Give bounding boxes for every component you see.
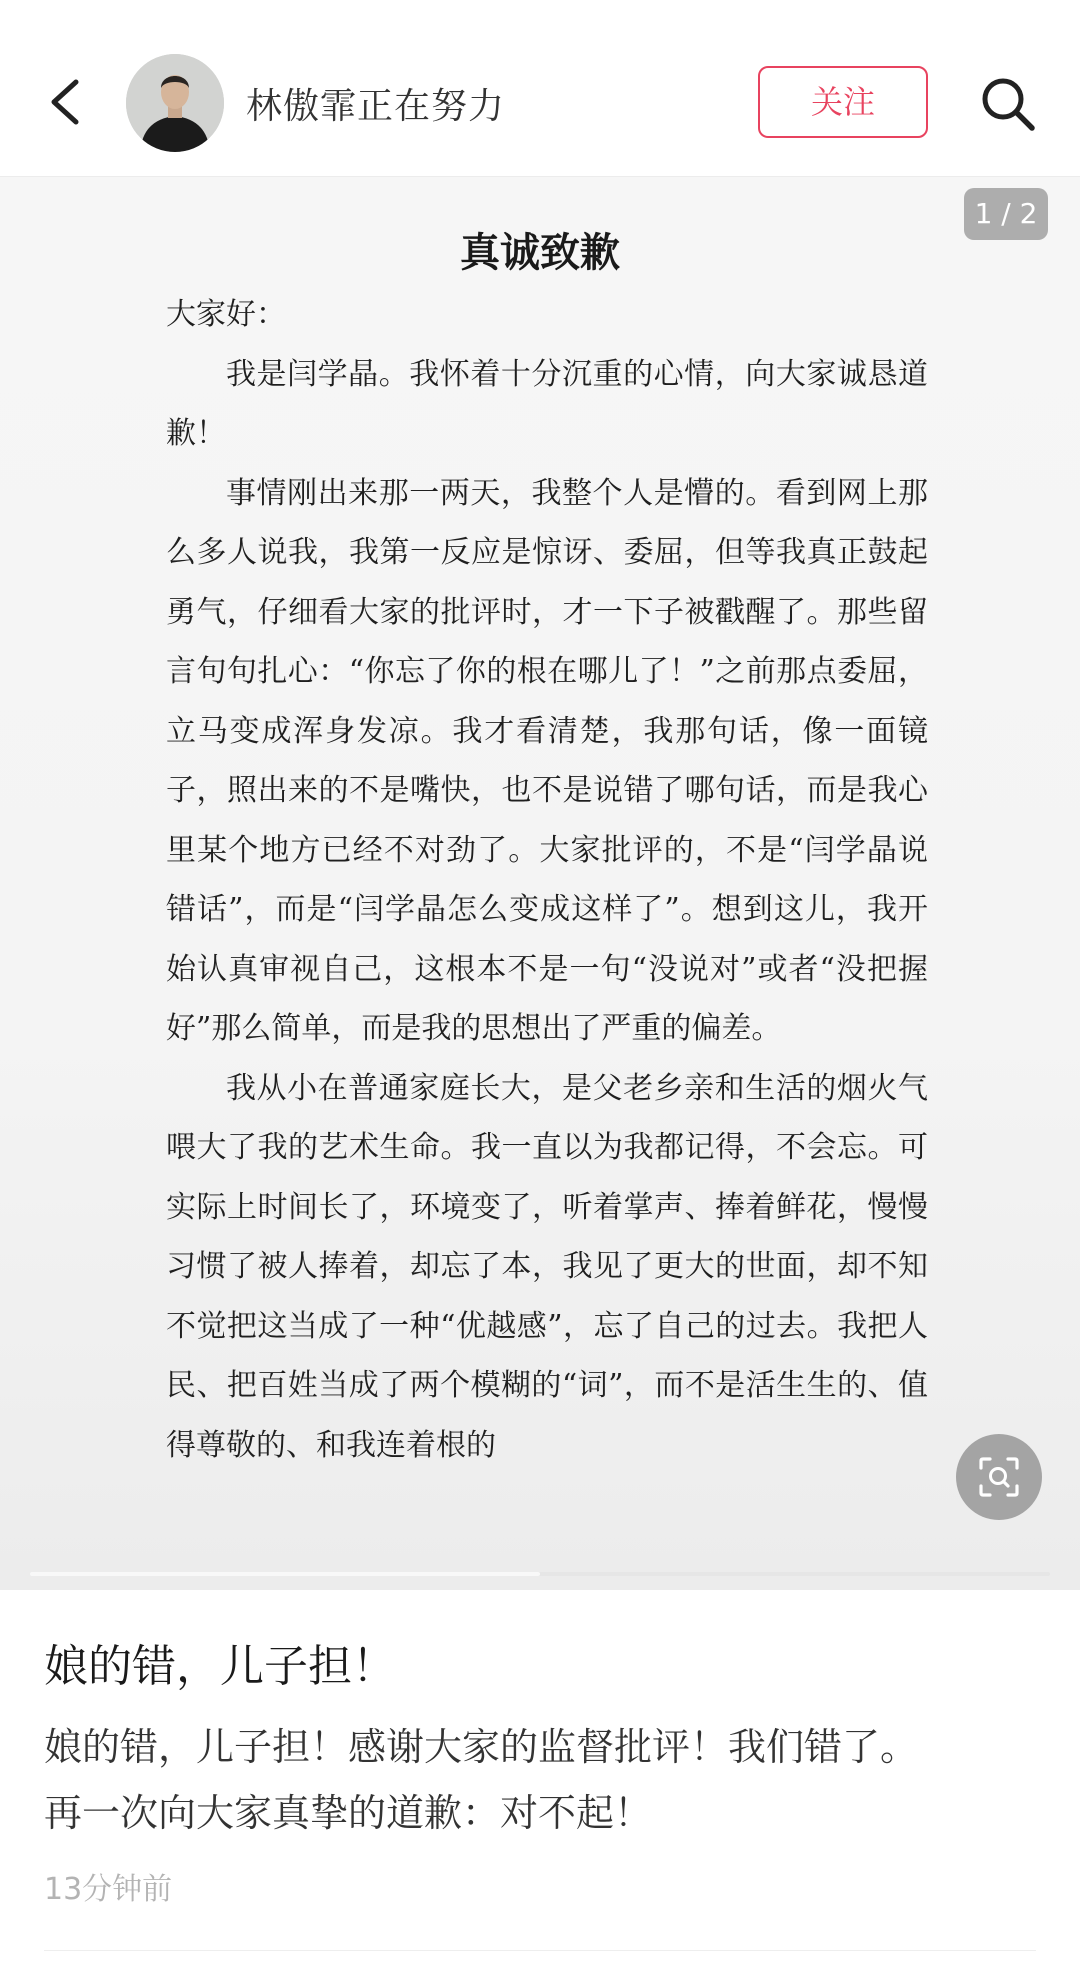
image-carousel-progress (30, 1572, 1050, 1576)
author-name[interactable]: 林傲霏正在努力 (246, 86, 506, 127)
post-body-line: 娘的错，儿子担！感谢大家的监督批评！我们错了。 (44, 1725, 919, 1769)
image-carousel-progress-fill (30, 1572, 540, 1576)
top-bar (0, 0, 1080, 177)
image-scan-icon (977, 1455, 1021, 1499)
post-timestamp: 13分钟前 (44, 1872, 173, 1907)
search-icon[interactable] (978, 74, 1038, 134)
avatar[interactable] (126, 54, 224, 152)
post-title: 娘的错，儿子担！ (44, 1641, 396, 1692)
image-scan-button[interactable] (956, 1434, 1042, 1520)
document-paragraph: 事情刚出来那一两天，我整个人是懵的。看到网上那么多人说我，我第一反应是惊讶、委屈，但等我真正鼓起勇气，仔细看大家的批评时，才一下子被戳醒了。那些留言句句扎心：“你忘了你的根在哪儿了！”之前那点委屈，立马变成浑身发凉。我才看清楚，我那句话，像一面镜子，照出来的不是嘴快，也不是说错了哪句话，而是我心里某个地方已经不对劲了。大家批评的，不是“闫学晶说错话”，而是“闫学晶怎么变成这样了”。想到这儿，我开始认真审视自己，这根本不是一句“没说对”或者“没把握好”那么简单，而是我的思想出了严重的偏差。 (166, 475, 928, 1046)
post-body-line: 再一次向大家真挚的道歉：对不起！ (44, 1791, 653, 1835)
document-greeting: 大家好： (166, 297, 286, 332)
divider (44, 1950, 1036, 1951)
post-body (44, 1714, 1044, 1846)
image-page-counter: 1 / 2 (964, 188, 1048, 240)
document-body (166, 285, 928, 1475)
document-paragraph: 我是闫学晶。我怀着十分沉重的心情，向大家诚恳道歉！ (166, 356, 928, 451)
document-title: 真诚致歉 (460, 229, 620, 276)
document-paragraph: 我从小在普通家庭长大，是父老乡亲和生活的烟火气喂大了我的艺术生命。我一直以为我都记得，不会忘。可实际上时间长了，环境变了，听着掌声、捧着鲜花，慢慢习惯了被人捧着，却忘了本，我见了更大的世面，却不知不觉把这当成了一种“优越感”，忘了自己的过去。我把人民、把百姓当成了两个模糊的“词”，而不是活生生的、值得尊敬的、和我连着根的 (166, 1070, 928, 1463)
follow-button[interactable]: 关注 (758, 66, 928, 138)
post-image[interactable] (0, 177, 1080, 1590)
back-chevron-icon[interactable] (40, 66, 90, 136)
